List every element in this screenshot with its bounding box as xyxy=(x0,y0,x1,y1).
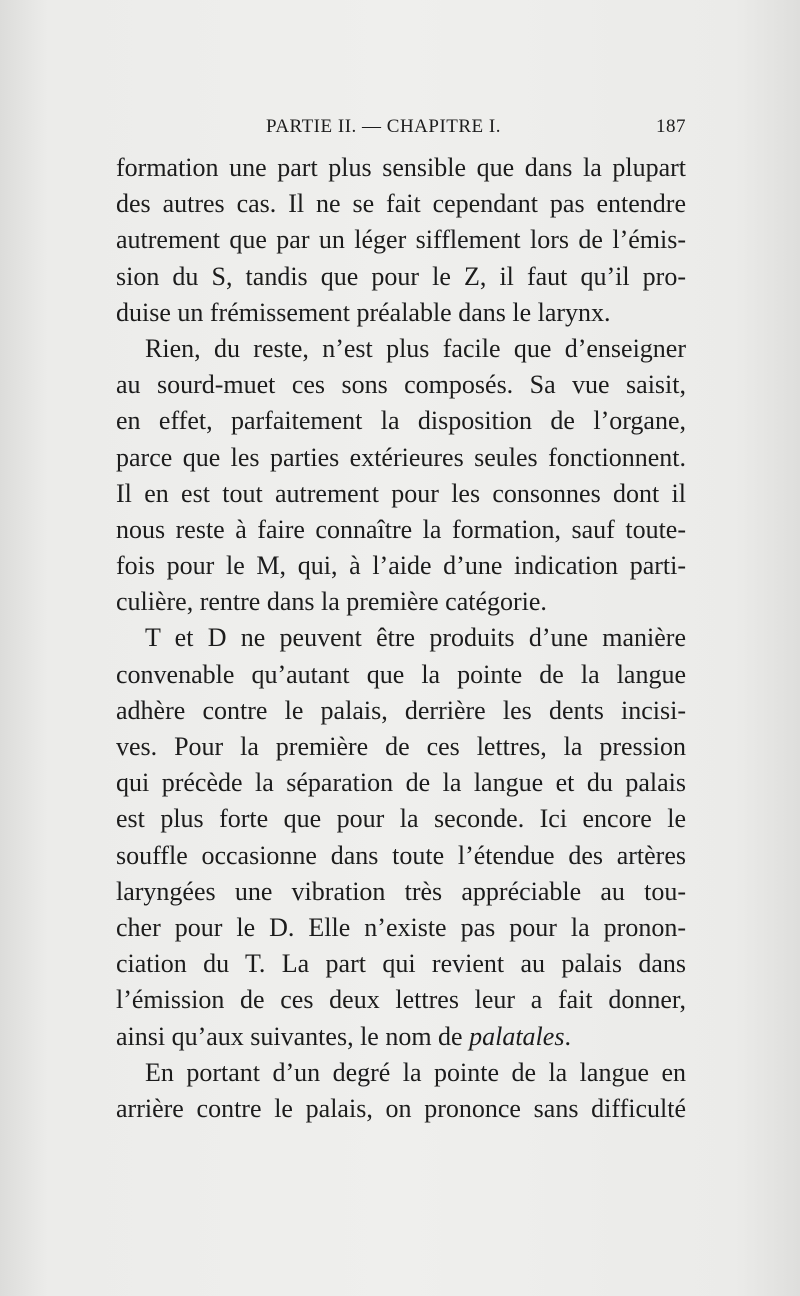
italic-term: palatales xyxy=(469,1021,565,1051)
text-line: duise un frémissement préalable dans le larynx. xyxy=(116,297,611,327)
text-line: nous reste à faire connaître la formation, sauf toute- xyxy=(116,514,686,544)
text-line: ciation du T. La part qui revient au palais dans xyxy=(116,949,686,979)
text-line: des autres cas. Il ne se fait cependant pas entendre xyxy=(116,189,686,219)
text-line: Rien, du reste, n’est plus facile que d’enseigner xyxy=(145,333,686,363)
text-line: souffle occasionne dans toute l’étendue des artères xyxy=(116,840,686,870)
text-line: autrement que par un léger sifflement lors de l’émis- xyxy=(116,225,686,255)
text-line: adhère contre le palais, derrière les dents incisi- xyxy=(116,695,686,725)
page-number: 187 xyxy=(656,116,686,137)
text-line: est plus forte que pour la seconde. Ici encore le xyxy=(116,804,686,834)
text-line: en effet, parfaitement la disposition de l’organe, xyxy=(116,406,686,436)
text-line: arrière contre le palais, on prononce sans difficulté xyxy=(116,1093,686,1123)
text-line: l’émission de ces deux lettres leur a fait donner, xyxy=(116,985,686,1015)
text-line: formation une part plus sensible que dans la plupart xyxy=(116,153,686,182)
text-fragment: ainsi qu’aux suivantes, le nom de xyxy=(116,1021,470,1051)
text-line: fois pour le M, qui, à l’aide d’une indication parti- xyxy=(116,551,686,581)
text-line: T et D ne peuvent être produits d’une manière xyxy=(145,623,686,653)
text-line: qui précède la séparation de la langue et du palais xyxy=(116,768,686,798)
text-fragment: . xyxy=(564,1021,571,1051)
page-header xyxy=(116,112,686,142)
text-line: cher pour le D. Elle n’existe pas pour la pronon- xyxy=(116,912,686,942)
text-line: sion du S, tandis que pour le Z, il faut qu’il pro- xyxy=(116,261,686,291)
text-line: Il en est tout autrement pour les consonnes dont il xyxy=(116,478,686,508)
text-line: au sourd-muet ces sons composés. Sa vue saisit, xyxy=(116,370,686,400)
text-line: parce que les parties extérieures seules fonctionnent. xyxy=(116,442,686,472)
body-text xyxy=(116,150,686,1127)
text-line xyxy=(116,1019,686,1055)
text-line: convenable qu’autant que la pointe de la langue xyxy=(116,659,686,689)
running-title: PARTIE II. — CHAPITRE I. xyxy=(266,116,501,137)
text-line: culière, rentre dans la première catégorie. xyxy=(116,587,547,617)
text-line: ves. Pour la première de ces lettres, la pression xyxy=(116,732,686,761)
text-line: En portant d’un degré la pointe de la langue en xyxy=(145,1057,686,1087)
text-line: laryngées une vibration très appréciable au tou- xyxy=(116,876,686,906)
